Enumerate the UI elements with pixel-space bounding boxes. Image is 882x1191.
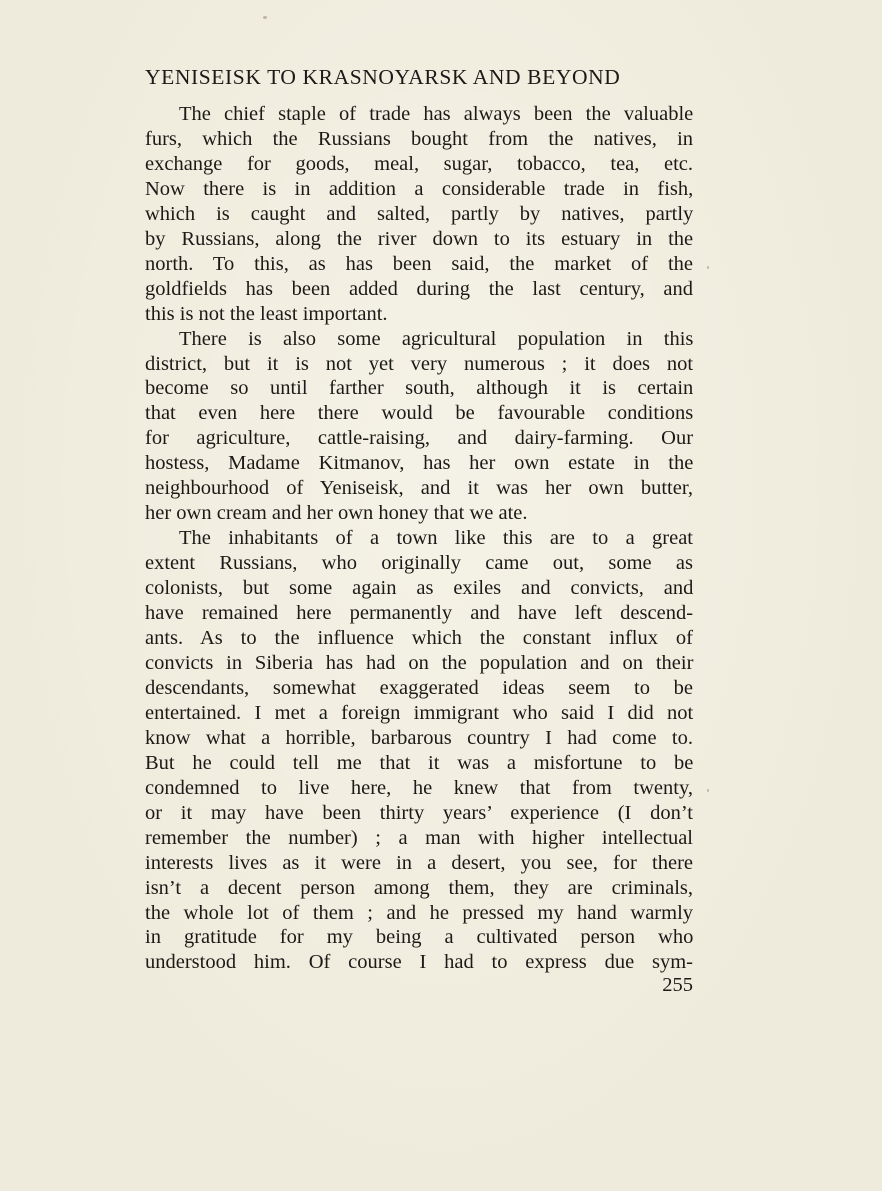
paragraph-3: [145, 526, 693, 975]
text-line: furs, which the Russians bought from the natives, in: [145, 127, 694, 150]
running-head: YENISEISK TO KRASNOYARSK AND BEYOND: [145, 65, 621, 89]
text-line: remember the number) ; a man with higher intellectual: [145, 826, 693, 849]
text-line: entertained. I met a foreign immigrant who said I did not: [145, 701, 694, 724]
text-line: which is caught and salted, partly by natives, partly: [145, 202, 694, 225]
text-line: or it may have been thirty years’ experience (I don’t: [145, 801, 693, 824]
paragraph-2: [145, 327, 693, 527]
text-line: that even here there would be favourable conditions: [145, 402, 694, 425]
text-line: The chief staple of trade has always been the valuable: [179, 103, 694, 125]
text-line: understood him. Of course I had to express due sym-: [145, 951, 693, 974]
paragraph-1: [145, 102, 693, 327]
text-line: There is also some agricultural population in this: [179, 327, 694, 350]
text-line: for agriculture, cattle-raising, and dairy-farming. Our: [145, 427, 694, 450]
text-line: condemned to live here, he knew that from twenty,: [145, 776, 693, 799]
text-line: by Russians, along the river down to its estuary in the: [145, 227, 694, 250]
text-line: this is not the least important.: [145, 302, 388, 325]
text-line: The inhabitants of a town like this are to a great: [179, 527, 693, 550]
page-speck: [263, 16, 267, 19]
text-line: goldfields has been added during the last century, and: [145, 277, 693, 300]
text-line: become so until farther south, although it is certain: [145, 377, 694, 400]
page-number: 255: [662, 974, 693, 996]
body-text: [145, 102, 693, 975]
text-line: north. To this, as has been said, the market of the: [145, 252, 693, 275]
text-line: the whole lot of them ; and he pressed my hand warmly: [145, 901, 694, 924]
page-speck: [707, 789, 709, 792]
text-line: descendants, somewhat exaggerated ideas seem to be: [145, 676, 693, 699]
text-line: colonists, but some again as exiles and convicts, and: [145, 577, 694, 600]
text-line: know what a horrible, barbarous country I had come to.: [145, 726, 693, 749]
text-line: her own cream and her own honey that we ate.: [145, 502, 528, 525]
text-line: neighbourhood of Yeniseisk, and it was her own butter,: [145, 477, 693, 500]
text-line: ants. As to the influence which the constant influx of: [145, 627, 693, 650]
page-speck: [707, 266, 709, 269]
text-line: hostess, Madame Kitmanov, has her own estate in the: [145, 452, 694, 475]
text-line: have remained here permanently and have left descend-: [145, 602, 694, 625]
text-line: convicts in Siberia has had on the population and on their: [145, 651, 694, 674]
text-line: in gratitude for my being a cultivated person who: [145, 926, 694, 949]
text-line: district, but it is not yet very numerous ; it does not: [145, 352, 694, 375]
text-line: exchange for goods, meal, sugar, tobacco, tea, etc.: [145, 152, 693, 175]
text-line: Now there is in addition a considerable trade in fish,: [145, 177, 694, 200]
text-line: But he could tell me that it was a misfortune to be: [145, 751, 694, 774]
text-line: interests lives as it were in a desert, you see, for there: [145, 851, 693, 874]
text-line: extent Russians, who originally came out, some as: [145, 552, 693, 575]
text-line: isn’t a decent person among them, they are criminals,: [145, 876, 693, 899]
